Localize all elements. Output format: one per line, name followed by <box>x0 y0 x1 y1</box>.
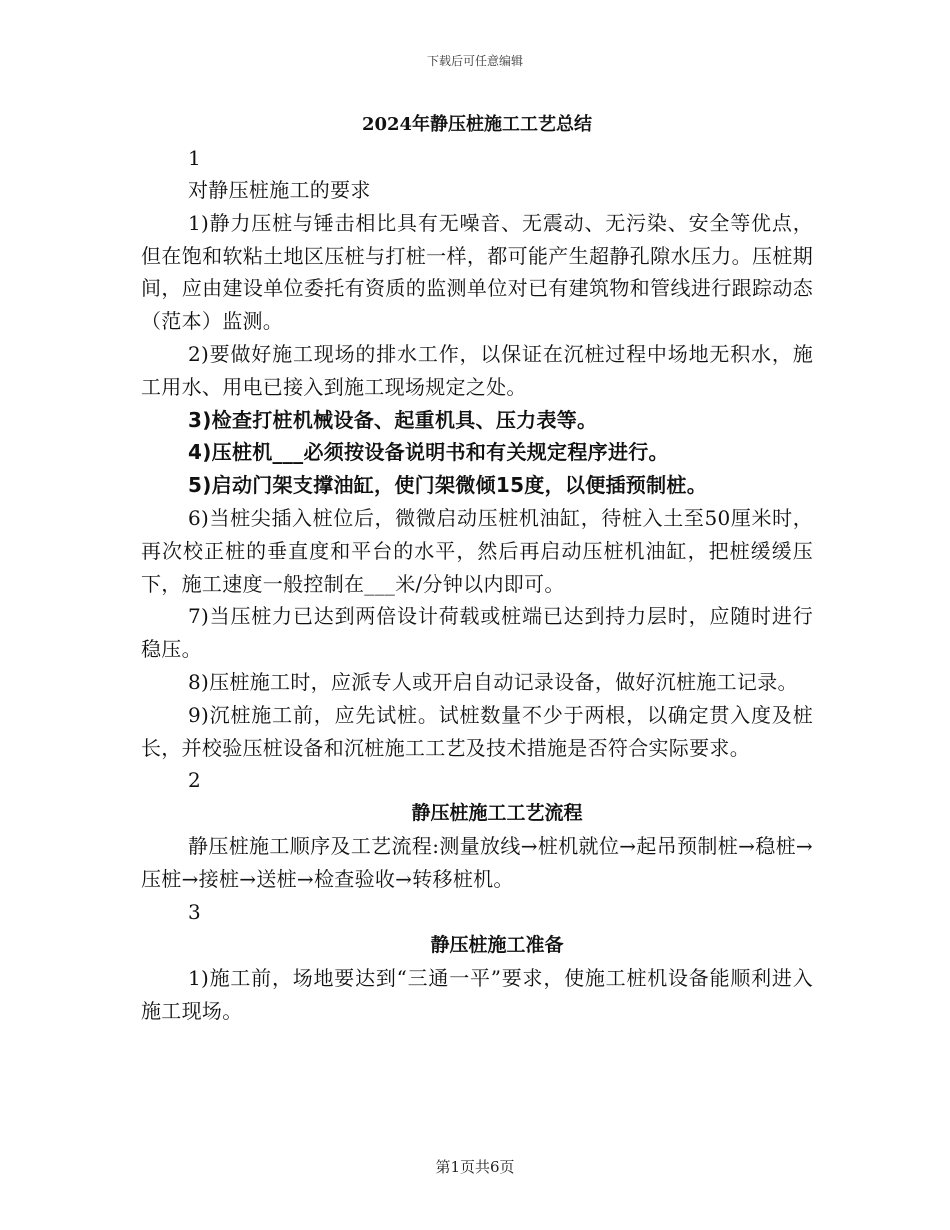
document-body <box>141 108 813 1028</box>
section-number: 1 <box>188 146 201 170</box>
paragraph: 8)压桩施工时，应派专人或开启自动记录设备，做好沉桩施工记录。 <box>188 669 798 694</box>
paragraph: 9)沉桩施工前，应先试桩。试桩数量不少于两根，以确定贯入度及桩长，并校验压桩设备和沉桩施工工艺及技术措施是否符合实际要求。 <box>141 702 813 760</box>
paragraph: 1)施工前，场地要达到“三通一平”要求，使施工桩机设备能顺利进入施工现场。 <box>141 965 813 1023</box>
paragraph: 静压桩施工顺序及工艺流程:测量放线→桩机就位→起吊预制桩→稳桩→压桩→接桩→送桩→检查验收→转移桩机。 <box>141 834 813 892</box>
paragraph: 7)当压桩力已达到两倍设计荷载或桩端已达到持力层时，应随时进行稳压。 <box>141 604 813 662</box>
paragraph-bold: 4)压桩机___必须按设备说明书和有关规定程序进行。 <box>188 440 669 465</box>
header-note: 下载后可任意编辑 <box>426 54 523 68</box>
section-number: 3 <box>188 899 201 924</box>
paragraph: 2)要做好施工现场的排水工作，以保证在沉桩过程中场地无积水，施工用水、用电已接入到施工现场规定之处。 <box>141 341 813 399</box>
paragraph: 1)静力压桩与锤击相比具有无噪音、无震动、无污染、安全等优点，但在饱和软粘土地区压桩与打桩一样，都可能产生超静孔隙水压力。压桩期间，应由建设单位委托有资质的监测单位对已有建筑物和管线进行跟踪动态（范本）监测。 <box>141 210 813 334</box>
section-number: 2 <box>188 768 201 793</box>
paragraph-bold: 5)启动门架支撑油缸，使门架微倾15度，以便插预制桩。 <box>188 473 707 498</box>
section-title: 静压桩施工工艺流程 <box>411 802 583 825</box>
page-footer: 第1页共6页 <box>435 1158 515 1176</box>
paragraph-bold: 3)检查打桩机械设备、起重机具、压力表等。 <box>188 407 598 432</box>
paragraph: 6)当桩尖插入桩位后，微微启动压桩机油缸，待桩入土至50厘米时，再次校正桩的垂直度和平台的水平，然后再启动压桩机油缸，把桩缓缓压下，施工速度一般控制在___米/分钟以内即可。 <box>141 505 813 596</box>
section-heading-line: 对静压桩施工的要求 <box>188 178 371 202</box>
document-title: 2024年静压桩施工工艺总结 <box>361 114 593 135</box>
section-title: 静压桩施工准备 <box>430 933 564 956</box>
